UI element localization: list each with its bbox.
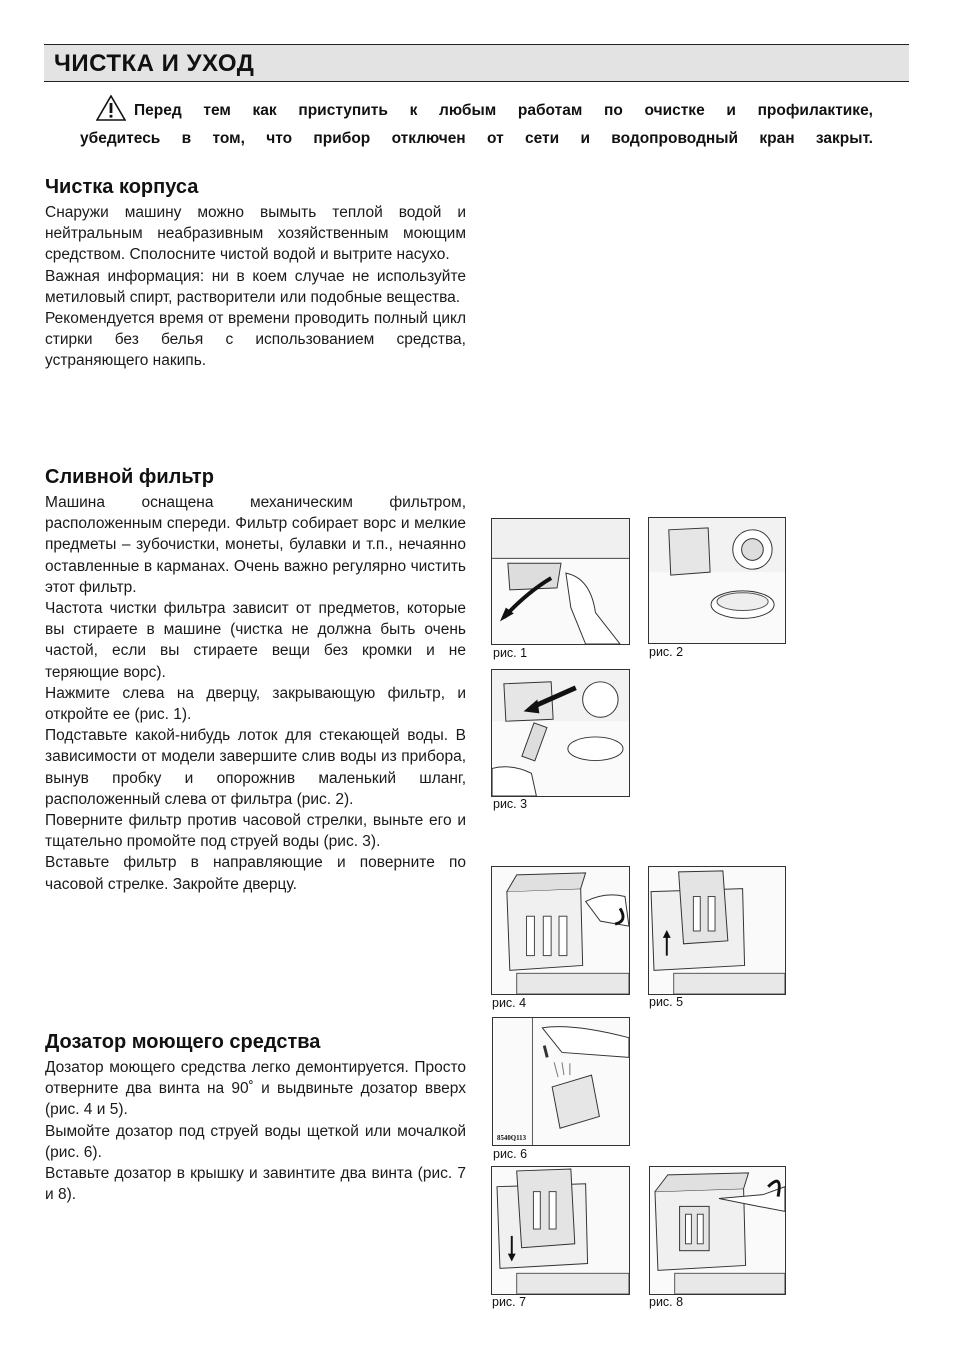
paragraph: Машина оснащена механическим фильтром, расположенным спереди. Фильтр собирает ворс и мелкие предметы – зубочистки, монеты, булавки и т.п., нечаянно оставленные в карманах. Очень важно регулярно чистить этот фильтр.: [45, 494, 466, 596]
figure-2-illustration: [648, 517, 786, 644]
paragraph: Рекомендуется время от времени проводить полный цикл стирки без белья с использованием средства, устраняющего накипь.: [45, 310, 466, 370]
figure-7-caption: рис. 7: [492, 1295, 527, 1309]
figure-3-illustration: [491, 669, 630, 797]
figure-1-illustration: [491, 518, 630, 645]
drain-filter-text: [45, 492, 466, 895]
figure-5-illustration: [648, 866, 786, 995]
section-header-bar: [44, 44, 909, 82]
figure-2-caption: рис. 2: [649, 645, 684, 659]
paragraph: Частота чистки фильтра зависит от предметов, которые вы стираете в машине (чистка не должна быть очень частой, если вы стираете вещи без кромки и не теряющие ворс).: [45, 600, 466, 681]
paragraph: Вымойте дозатор под струей воды щеткой или мочалкой (рис. 6).: [45, 1122, 466, 1161]
paragraph: Дозатор моющего средства легко демонтируется. Просто отверните два винта на 90˚ и выдвиньте дозатор вверх (рис. 4 и 5).: [45, 1059, 466, 1119]
paragraph: Снаружи машину можно вымыть теплой водой и нейтральным неабразивным хозяйственным моющим средством. Сполосните чистой водой и вытрите насухо.: [45, 204, 466, 264]
figure-6-illustration: [492, 1017, 630, 1146]
paragraph: Вставьте дозатор в крышку и завинтите два винта (рис. 7 и 8).: [45, 1165, 466, 1204]
figure-7-illustration: [491, 1166, 630, 1295]
paragraph: Подставьте какой-нибудь лоток для стекающей воды. В зависимости от модели завершите слив воды из прибора, вынув пробку и опорожнив маленький шланг, расположенный слева от фильтра (рис. 2).: [45, 727, 466, 808]
figure-8-illustration: [649, 1166, 786, 1295]
paragraph: Важная информация: ни в коем случае не используйте метиловый спирт, растворители или подобные вещества.: [45, 267, 466, 306]
section-title-detergent-dispenser: Дозатор моющего средства: [45, 1031, 321, 1053]
warning-triangle-icon: [96, 95, 126, 128]
paragraph: Поверните фильтр против часовой стрелки, выньте его и тщательно промойте под струей воды (рис. 3).: [45, 812, 466, 851]
warning-text-line2: убедитесь в том, что прибор отключен от сети и водопроводный кран закрыт.: [80, 130, 873, 147]
figure-4-illustration: [491, 866, 630, 995]
section-title-drain-filter: Сливной фильтр: [45, 466, 214, 488]
page-title: ЧИСТКА И УХОД: [54, 50, 255, 77]
figure-1-caption: рис. 1: [493, 646, 528, 660]
figure-6-caption: рис. 6: [493, 1147, 528, 1161]
figure-3-caption: рис. 3: [493, 797, 528, 811]
section-title-body-cleaning: Чистка корпуса: [45, 176, 199, 198]
body-cleaning-text: [45, 202, 466, 372]
detergent-dispenser-text: [45, 1057, 466, 1205]
warning-text-line1: Перед тем как приступить к любым работам по очистке и профилактике,: [134, 102, 873, 119]
safety-warning: [80, 95, 873, 150]
figure-6-code: 8540Q113: [497, 1135, 527, 1143]
figure-4-caption: рис. 4: [492, 996, 527, 1010]
figure-8-caption: рис. 8: [649, 1295, 684, 1309]
paragraph: Вставьте фильтр в направляющие и поверните по часовой стрелке. Закройте дверцу.: [45, 854, 466, 893]
paragraph: Нажмите слева на дверцу, закрывающую фильтр, и откройте ее (рис. 1).: [45, 684, 466, 724]
figure-5-caption: рис. 5: [649, 995, 684, 1009]
